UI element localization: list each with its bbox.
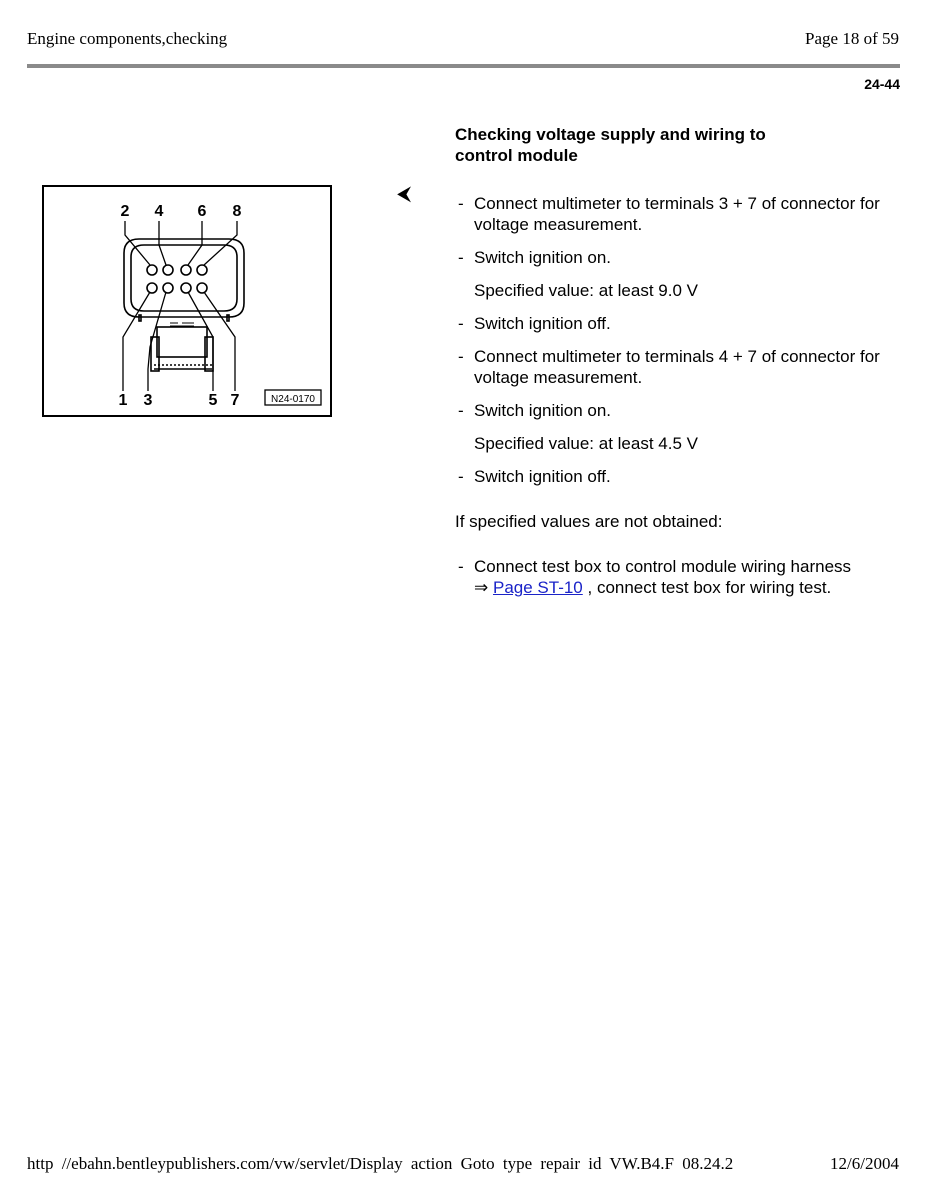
procedure-section	[455, 124, 905, 610]
pin-label-3: 3	[143, 392, 153, 409]
pin-label-6: 6	[197, 203, 207, 220]
pin-label-7: 7	[230, 392, 240, 409]
specified-value: Specified value: at least 4.5 V	[474, 434, 698, 453]
step-text: Connect test box to control module wiring harness	[474, 557, 852, 576]
document-title: Engine components,checking	[27, 29, 228, 48]
step-text: Connect multimeter to terminals 3 + 7 of connector for voltage measurement.	[474, 194, 880, 234]
bullet-dash: -	[458, 347, 464, 366]
list-item	[455, 556, 905, 598]
bullet-dash: -	[458, 194, 464, 213]
list-item	[455, 346, 905, 388]
step-text: Switch ignition off.	[474, 314, 611, 333]
pin-label-1: 1	[118, 392, 128, 409]
section-code: 24-44	[864, 76, 900, 92]
header-rule	[27, 64, 900, 68]
pin-label-8: 8	[232, 203, 242, 220]
list-item	[455, 313, 905, 334]
step-text: Connect multimeter to terminals 4 + 7 of connector for voltage measurement.	[474, 347, 880, 387]
bullet-dash: -	[458, 467, 464, 486]
footer-date: 12/6/2004	[830, 1154, 899, 1173]
step-text: , connect test box for wiring test.	[587, 578, 832, 597]
list-item	[455, 193, 905, 235]
bullet-dash: -	[458, 248, 464, 267]
pin-label-5: 5	[208, 392, 218, 409]
pin-label-4: 4	[154, 203, 164, 220]
figure-reference: N24-0170	[271, 394, 315, 405]
pin-label-2: 2	[120, 203, 130, 220]
page-number: Page 18 of 59	[805, 29, 899, 48]
connector-drawing	[44, 187, 330, 415]
page-link[interactable]: Page ST-10	[492, 578, 583, 597]
step-text: Switch ignition on.	[474, 401, 612, 420]
step-text: Switch ignition on.	[474, 248, 612, 267]
list-item	[455, 466, 905, 487]
condition-text: If specified values are not obtained:	[455, 512, 723, 531]
arrow-icon: ⇒	[474, 578, 489, 597]
connector-diagram	[42, 185, 332, 417]
step-text: Switch ignition off.	[474, 467, 611, 486]
pointer-icon: ⮜	[397, 183, 412, 205]
bullet-dash: -	[458, 401, 464, 420]
list-item	[455, 400, 905, 421]
footer-url: http //ebahn.bentleypublishers.com/vw/servlet/Display action Goto type repair id VW.B4.F 08.24.2	[27, 1154, 734, 1173]
bullet-dash: -	[458, 557, 464, 576]
specified-value: Specified value: at least 9.0 V	[474, 281, 698, 300]
section-heading: Checking voltage supply and wiring to control module	[455, 125, 766, 165]
bullet-dash: -	[458, 314, 464, 333]
list-item	[455, 247, 905, 268]
